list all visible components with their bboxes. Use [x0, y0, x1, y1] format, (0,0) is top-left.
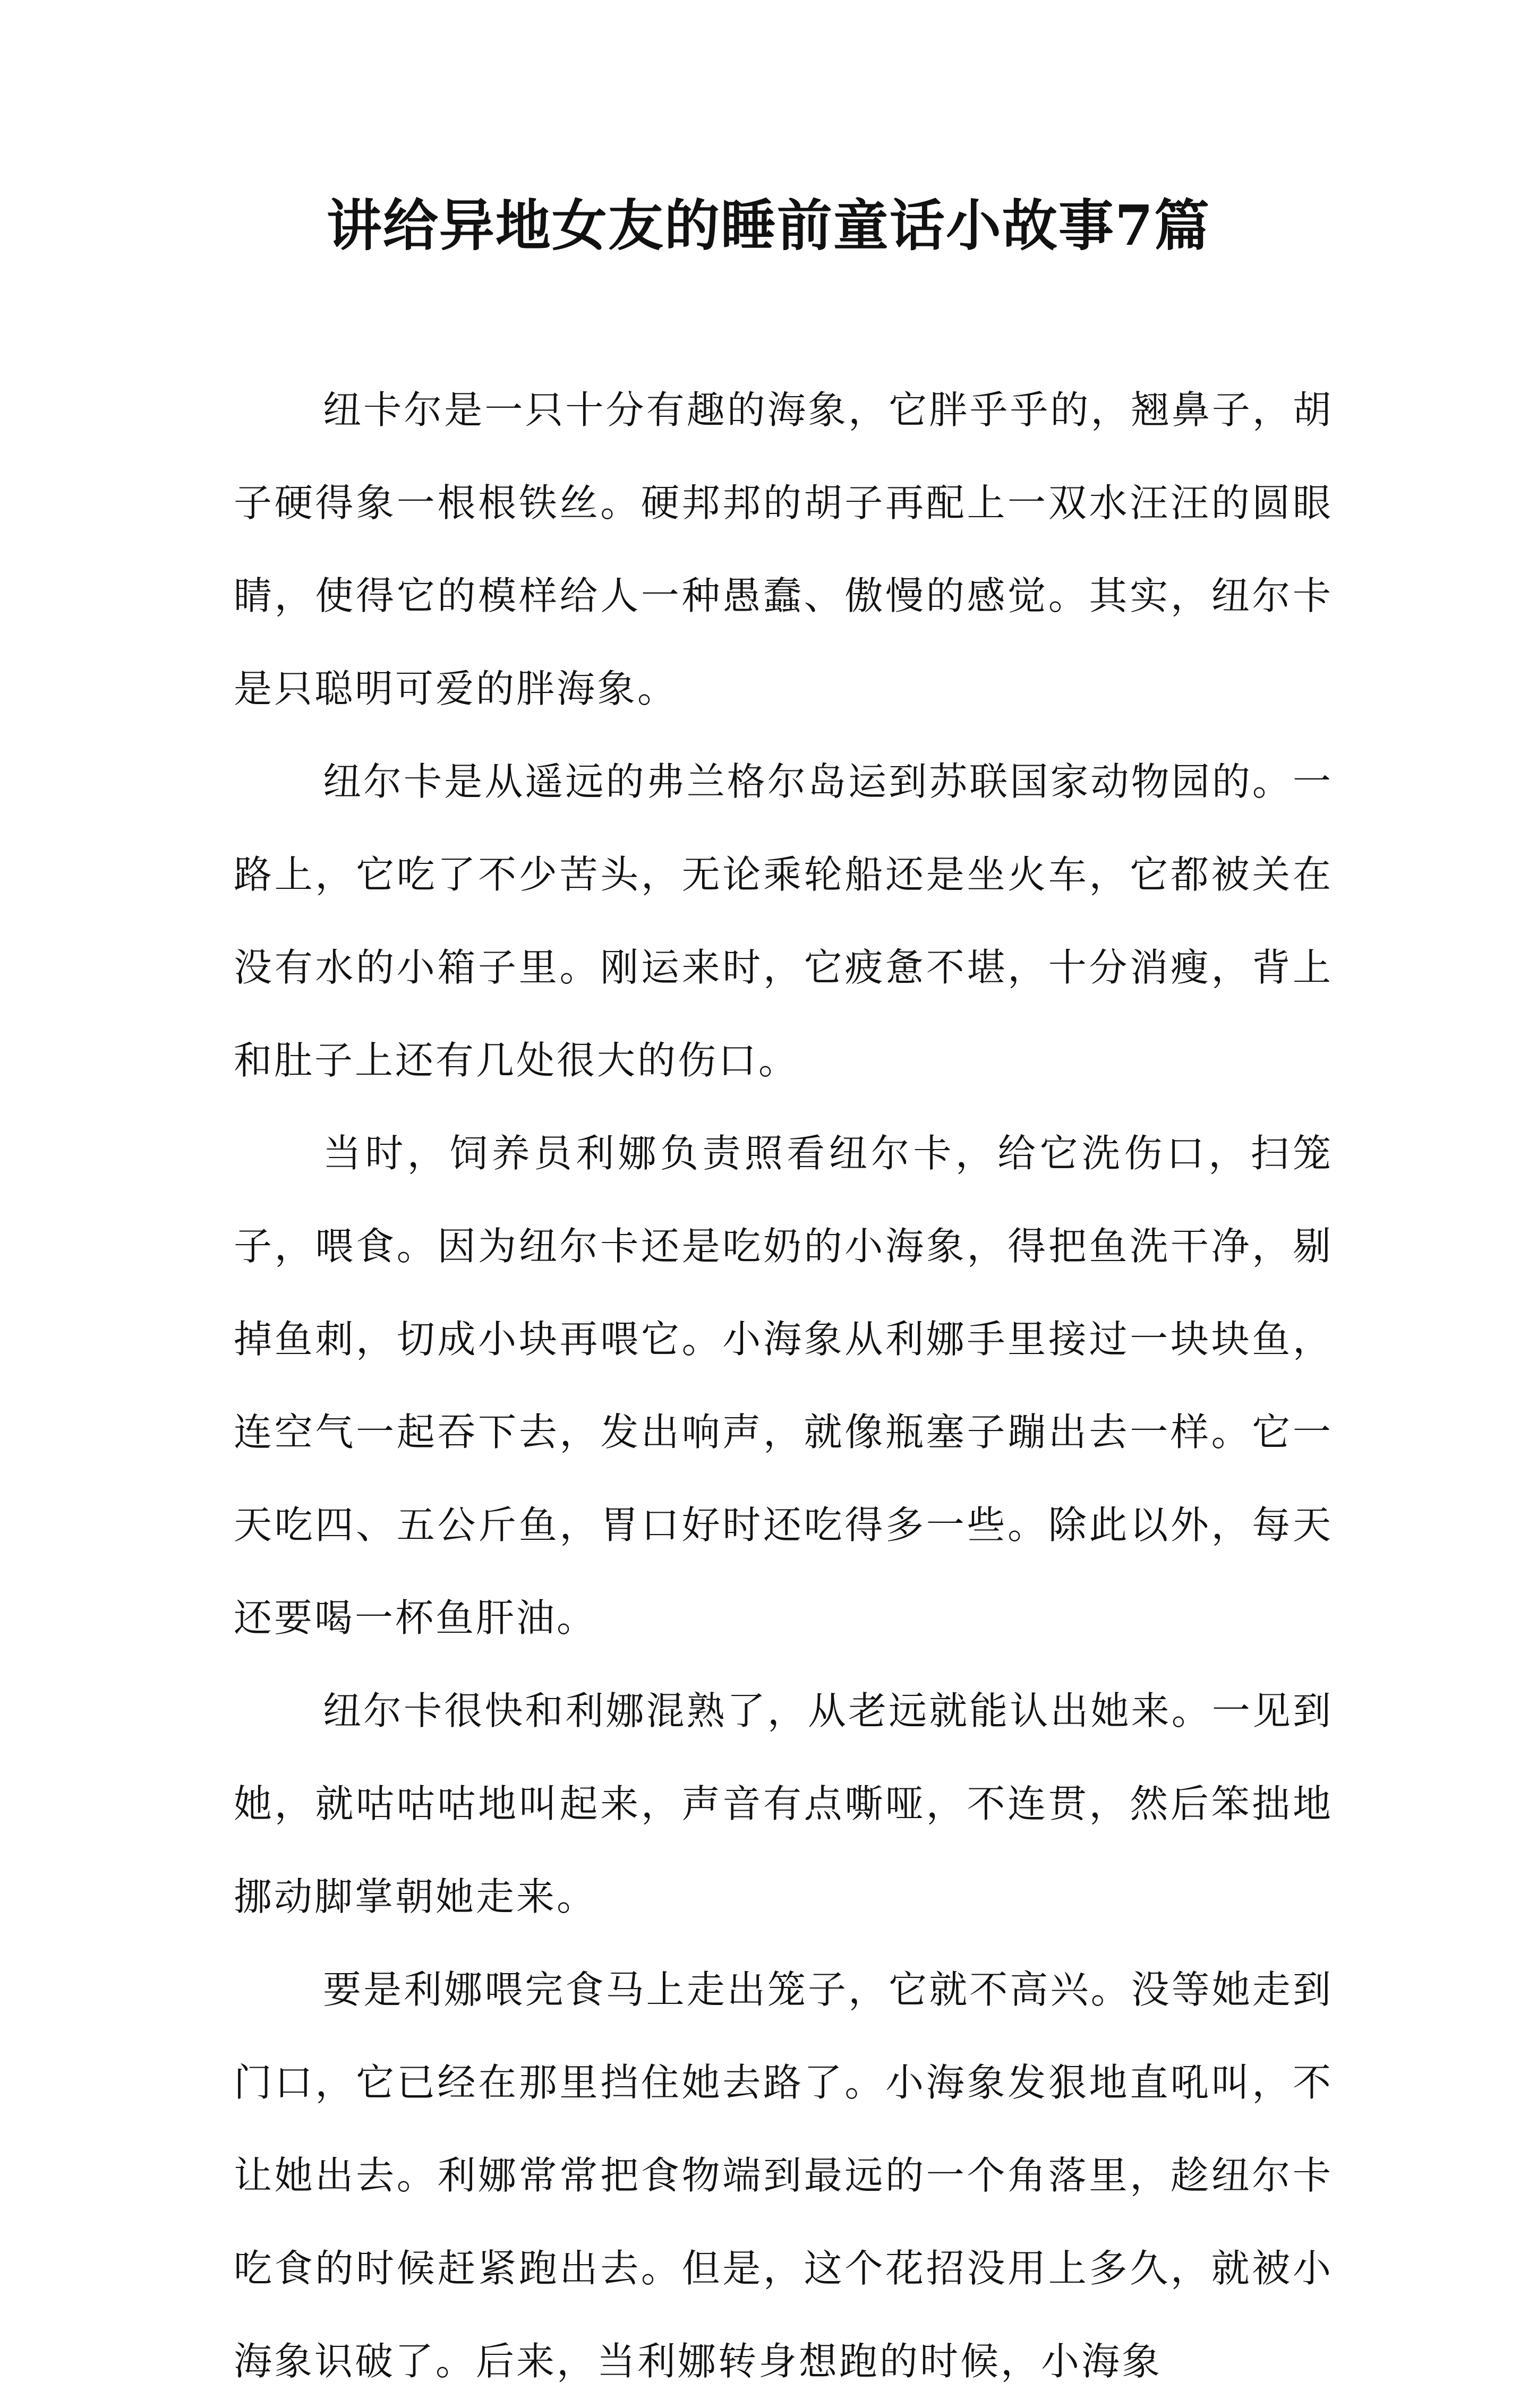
paragraph-5: 要是利娜喂完食马上走出笼子，它就不高兴。没等她走到门口，它已经在那里挡住她去路了。小海象发狠地直吼叫，不让她出去。利娜常常把食物端到最远的一个角落里，趁纽尔卡吃食的时候赶紧跑出去。但是，这个花招没用上多久，就被小海象识破了。后来，当利娜转身想跑的时候，小海象 — [234, 1967, 1333, 2384]
paragraph-3: 当时，饲养员利娜负责照看纽尔卡，给它洗伤口，扫笼子，喂食。因为纽尔卡还是吃奶的小海象，得把鱼洗干净，剔掉鱼刺，切成小块再喂它。小海象从利娜手里接过一块块鱼，连空气一起吞下去，发出响声，就像瓶塞子蹦出去一样。它一天吃四、五公斤鱼，胃口好时还吃得多一些。除此以外，每天还要喝一杯鱼肝油。 — [234, 1131, 1333, 1640]
paragraph-4: 纽尔卡很快和利娜混熟了，从老远就能认出她来。一见到她，就咕咕咕地叫起来，声音有点嘶哑，不连贯，然后笨拙地挪动脚掌朝她走来。 — [234, 1689, 1333, 1919]
document-title: 讲给异地女友的睡前童话小故事7篇 — [326, 193, 1211, 258]
paragraph-1: 纽卡尔是一只十分有趣的海象，它胖乎乎的，翘鼻子，胡子硬得象一根根铁丝。硬邦邦的胡子再配上一双水汪汪的圆眼睛，使得它的模样给人一种愚蠢、傲慢的感觉。其实，纽尔卡是只聪明可爱的胖海象。 — [234, 388, 1333, 711]
paragraph-2: 纽尔卡是从遥远的弗兰格尔岛运到苏联国家动物园的。一路上，它吃了不少苦头，无论乘轮船还是坐火车，它都被关在没有水的小箱子里。刚运来时，它疲惫不堪，十分消瘦，背上和肚子上还有几处很大的伤口。 — [234, 759, 1333, 1083]
document-body — [234, 364, 1333, 2408]
